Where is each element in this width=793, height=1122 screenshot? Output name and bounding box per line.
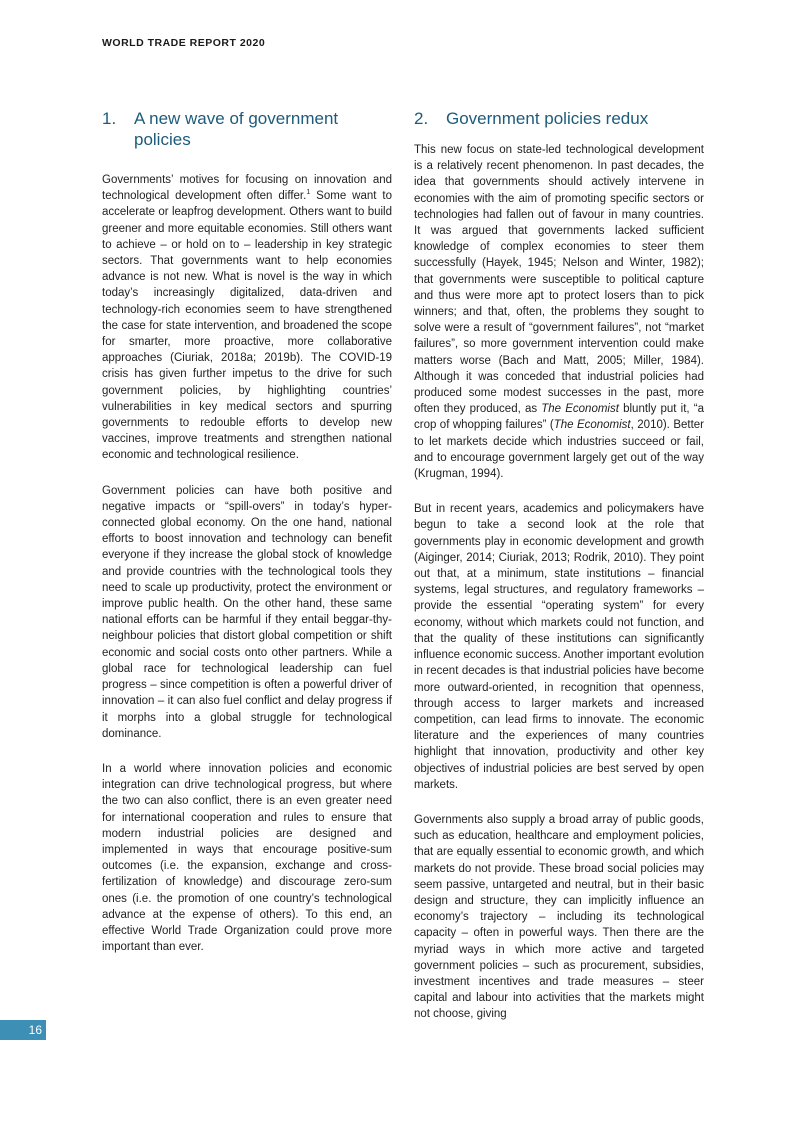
footnote-ref[interactable]: 1 (306, 189, 311, 197)
section-title: Government policies redux (446, 109, 649, 128)
body-paragraph: Governments also supply a broad array of public goods, such as education, healthcare and employment policies, that are equally essential to economic growth, and which markets do not provide. These broad social policies may seem passive, untargeted and neutral, but in their basic design and structure, they can implicitly influence an economy’s trajectory – including its technological capacity – often in powerful ways. Then there are the myriad ways in which more active and targeted government policies – such as procurement, subsidies, investment incentives and trade measures – steer capital and labour into activities that the markets might not choose, giving (414, 813, 704, 1021)
body-paragraph: Government policies can have both positive and negative impacts or “spill-overs” in today’s hyper-connected global economy. On the one hand, national efforts to boost innovation and technology can benefit everyone if they increase the global stock of knowledge and provide countries with the technological tools they need to scale up productivity, protect the environment or improve public health. On the other hand, these same national efforts can be harmful if they entail beggar-thy-neighbour policies that distort global competition or shift economic and social costs onto other partners. While a global race for technological leadership can fuel progress – since competition is often a powerful driver of innovation – it can also fuel conflict and delay progress if it morphs into a global struggle for technological dominance. (102, 484, 392, 740)
running-header: WORLD TRADE REPORT 2020 (102, 37, 266, 49)
body-paragraph: But in recent years, academics and policymakers have begun to take a second look at the role that governments play in economic development and growth (Aiginger, 2014; Ciuriak, 2013; Rodrik, 2010). They point out that, at a minimum, state institutions – financial systems, legal structures, and regulatory frameworks – provide the essential “operating system” for every economy, without which markets could not function, and that the quality of these institutions can significantly influence economic success. Another important evolution in recent decades is that industrial policies have become more outward-oriented, in recognition that openness, through access to larger markets and increased competition, can lead firms to innovate. The economic literature and the experiences of many countries highlight that innovation, productivity and other key objectives of industrial policies are best served by open markets. (414, 503, 704, 791)
section-heading-2 (414, 108, 704, 129)
left-column (102, 108, 392, 974)
section-title: A new wave of government policies (134, 109, 339, 149)
body-paragraph: Governments’ motives for focusing on innovation and technological development often differ.$^1$ Some want to accelerate or leapfrog development. Others want to build greener and more equitable economies. Still others want to achieve – or hold on to – leadership in key strategic sectors. That governments want to help economies advance is not new. What is novel is the way in which today’s increasingly digitalized, data-driven and technology-rich economies seem to have strengthened the case for state intervention, and broadened the scope for smarter, more proactive, more collaborative approaches (Ciuriak, 2018a; 2019b). The COVID-19 crisis has given further impetus to the drive for such government policies, by highlighting countries’ vulnerabilities in key medical sectors and spurring governments to redouble efforts to develop new vaccines, improve treatments and strengthen national economic and technological resilience. (102, 174, 393, 462)
body-paragraph: This new focus on state-led technological development is a relatively recent phenomenon. In past decades, the idea that governments should actively intervene in economies with the aim of promoting specific sectors or technologies had fallen out of favour in many countries. It was argued that governments lacked sufficient knowledge of complex economies to steer them successfully (Hayek, 1945; Nelson and Winter, 1982); that governments were susceptible to political capture and thus were more apt to protect losers than to pick winners; and that, often, the problems they sought to solve were a result of “government failures”, not “market failures”, so more government intervention could make matters worse (Bach and Matt, 2005; Miller, 1984). Although it was conceded that industrial policies had produced some modest successes in the past, more often they produced, as The Economist bluntly put it, “a crop of whopping failures” (The Economist, 2010). Better to let markets decide which industries succeed or fail, and to encourage government largely get out of the way (Krugman, 1994). (414, 144, 705, 481)
section-number: 1. (102, 109, 117, 128)
page-number: 16 (0, 1020, 46, 1040)
right-column (414, 108, 704, 1042)
body-paragraph: In a world where innovation policies and economic integration can drive technological progress, but where the two can also conflict, there is an even greater need for international cooperation and rules to ensure that modern industrial policies are designed and implemented in ways that encourage positive-sum outcomes (i.e. the expansion, exchange and cross-fertilization of knowledge) and discourage zero-sum ones (i.e. the promotion of one country’s technological advance at the expense of others). To this end, an effective World Trade Organization could prove more important than ever. (102, 762, 392, 954)
section-heading-1 (102, 108, 392, 150)
section-number: 2. (414, 109, 429, 128)
